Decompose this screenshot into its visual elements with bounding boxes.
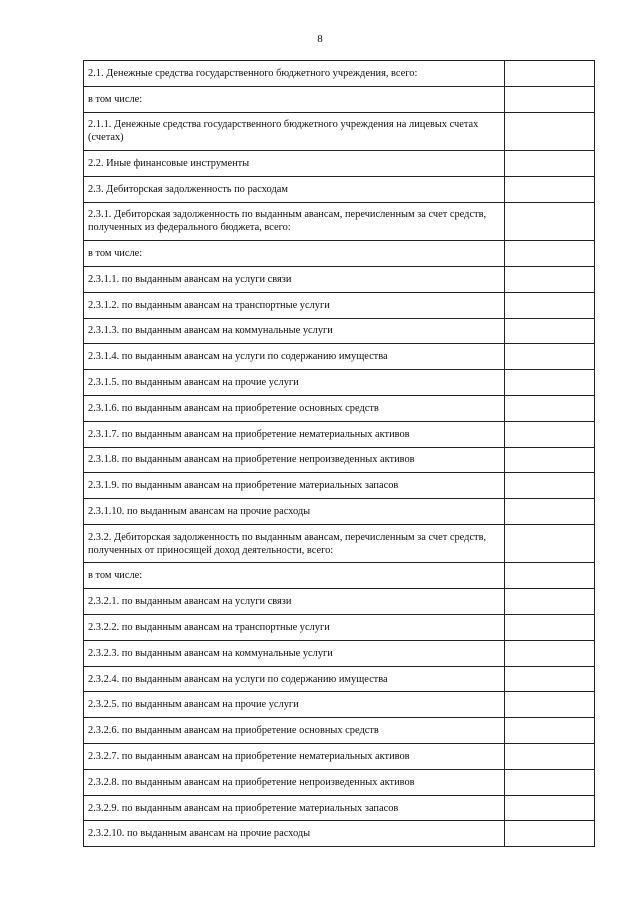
row-value-cell (505, 86, 595, 112)
table-row (84, 86, 595, 112)
row-value-cell (505, 718, 595, 744)
row-value-cell (505, 421, 595, 447)
table-row (84, 718, 595, 744)
row-label: 2.2. Иные финансовые инструменты (84, 151, 505, 177)
row-label: 2.3.1.4. по выданным авансам на услуги по содержанию имущества (84, 344, 505, 370)
row-value-cell (505, 473, 595, 499)
table-row (84, 473, 595, 499)
table-row (84, 395, 595, 421)
table-row (84, 151, 595, 177)
row-label: в том числе: (84, 563, 505, 589)
row-label: 2.3.2.3. по выданным авансам на коммунальные услуги (84, 640, 505, 666)
table-row (84, 447, 595, 473)
row-label: 2.3.1.1. по выданным авансам на услуги связи (84, 266, 505, 292)
table-row (84, 744, 595, 770)
row-value-cell (505, 266, 595, 292)
row-label: 2.3.2.7. по выданным авансам на приобретение нематериальных активов (84, 744, 505, 770)
row-label: 2.1. Денежные средства государственного бюджетного учреждения, всего: (84, 61, 505, 87)
row-value-cell (505, 176, 595, 202)
row-value-cell (505, 589, 595, 615)
row-value-cell (505, 640, 595, 666)
row-label: 2.3.1.9. по выданным авансам на приобретение материальных запасов (84, 473, 505, 499)
table-row (84, 318, 595, 344)
table-row (84, 795, 595, 821)
row-label: 2.3.1.8. по выданным авансам на приобретение непроизведенных активов (84, 447, 505, 473)
table-row (84, 266, 595, 292)
row-label: 2.3.2.4. по выданным авансам на услуги по содержанию имущества (84, 666, 505, 692)
row-value-cell (505, 151, 595, 177)
row-label: 2.3.2.8. по выданным авансам на приобретение непроизведенных активов (84, 769, 505, 795)
row-label: 2.3.1.2. по выданным авансам на транспортные услуги (84, 292, 505, 318)
table-body (84, 61, 595, 847)
table-row (84, 563, 595, 589)
row-value-cell (505, 202, 595, 241)
table-row (84, 640, 595, 666)
row-value-cell (505, 241, 595, 267)
page-number: 8 (317, 33, 323, 45)
row-label: 2.3.1.5. по выданным авансам на прочие услуги (84, 370, 505, 396)
row-value-cell (505, 318, 595, 344)
table-row (84, 241, 595, 267)
row-label: 2.3.1. Дебиторская задолженность по выданным авансам, перечисленным за счет средств, полученных из федерального бюджета, всего: (84, 202, 505, 241)
row-value-cell (505, 292, 595, 318)
row-value-cell (505, 769, 595, 795)
table-row (84, 344, 595, 370)
row-value-cell (505, 821, 595, 847)
row-label: 2.3.2. Дебиторская задолженность по выданным авансам, перечисленным за счет средств, полученных от приносящей доход деятельности, всего: (84, 524, 505, 563)
row-label: в том числе: (84, 86, 505, 112)
row-label: 2.3.2.9. по выданным авансам на приобретение материальных запасов (84, 795, 505, 821)
row-value-cell (505, 744, 595, 770)
row-label: в том числе: (84, 241, 505, 267)
table-row (84, 202, 595, 241)
row-value-cell (505, 344, 595, 370)
table-row (84, 692, 595, 718)
table-row (84, 370, 595, 396)
row-label: 2.3.2.10. по выданным авансам на прочие расходы (84, 821, 505, 847)
table-row (84, 524, 595, 563)
table-row (84, 769, 595, 795)
table-row (84, 589, 595, 615)
table-row (84, 666, 595, 692)
table-row (84, 61, 595, 87)
row-label: 2.3.1.7. по выданным авансам на приобретение нематериальных активов (84, 421, 505, 447)
row-label: 2.3.1.3. по выданным авансам на коммунальные услуги (84, 318, 505, 344)
row-value-cell (505, 666, 595, 692)
row-label: 2.3.2.1. по выданным авансам на услуги связи (84, 589, 505, 615)
row-value-cell (505, 370, 595, 396)
row-label: 2.3. Дебиторская задолженность по расходам (84, 176, 505, 202)
table-row (84, 499, 595, 525)
row-label: 2.3.2.6. по выданным авансам на приобретение основных средств (84, 718, 505, 744)
row-value-cell (505, 499, 595, 525)
table-row (84, 112, 595, 151)
row-label: 2.3.1.6. по выданным авансам на приобретение основных средств (84, 395, 505, 421)
row-value-cell (505, 61, 595, 87)
row-value-cell (505, 447, 595, 473)
row-value-cell (505, 563, 595, 589)
table-row (84, 615, 595, 641)
row-value-cell (505, 524, 595, 563)
financial-indicators-table (83, 60, 595, 847)
table-row (84, 421, 595, 447)
row-value-cell (505, 112, 595, 151)
row-label: 2.3.1.10. по выданным авансам на прочие расходы (84, 499, 505, 525)
row-label: 2.1.1. Денежные средства государственного бюджетного учреждения на лицевых счетах (счетах) (84, 112, 505, 151)
row-value-cell (505, 692, 595, 718)
row-label: 2.3.2.5. по выданным авансам на прочие услуги (84, 692, 505, 718)
row-value-cell (505, 615, 595, 641)
row-value-cell (505, 795, 595, 821)
table-row (84, 821, 595, 847)
row-label: 2.3.2.2. по выданным авансам на транспортные услуги (84, 615, 505, 641)
table-row (84, 292, 595, 318)
table-row (84, 176, 595, 202)
row-value-cell (505, 395, 595, 421)
